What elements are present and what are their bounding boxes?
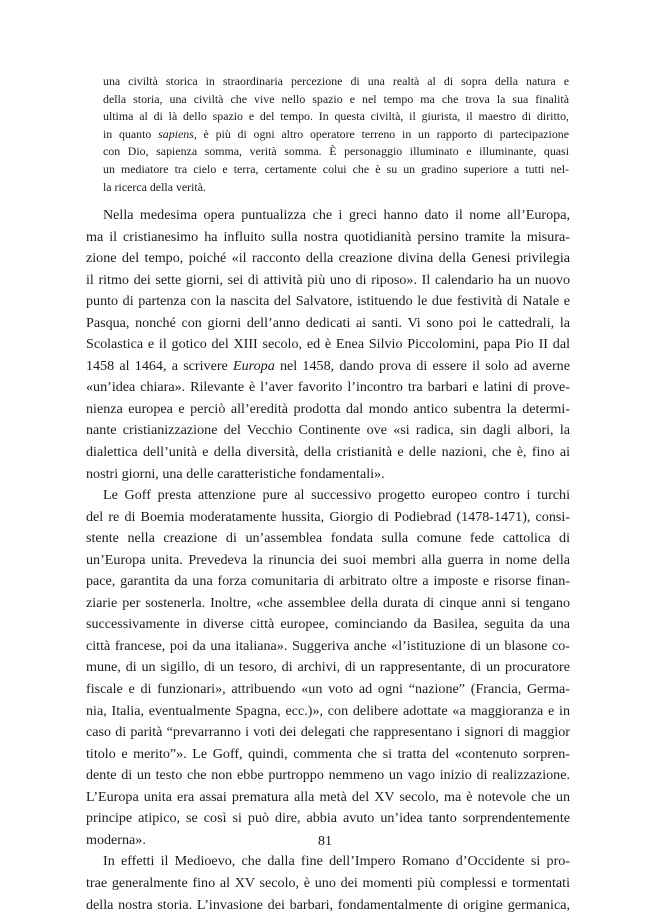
paragraph-first-line: In effetti il Medioevo, che dalla fine dell’Impero Romano d’Occidente si pro- [103, 853, 570, 870]
block-quote [103, 73, 569, 196]
body-text [86, 205, 570, 916]
text-line: dialettica dell’unità e della diversità, della cristianità e delle nazioni, che è, fino ai [86, 444, 570, 461]
text-line: L’Europa unita era assai prematura alla metà del XV secolo, ma è notevole che un [86, 788, 570, 805]
text-line: «un’idea chiara». Rilevante è l’aver favorito l’incontro tra barbari e latini di prove- [86, 379, 570, 396]
text-line: zione del tempo, poiché «il racconto della creazione divina della Genesi privilegia [86, 250, 570, 267]
text-line: titolo e merito”». Le Goff, quindi, commenta che si tratta del «contenuto sorpren- [86, 745, 570, 762]
text-line: stente nella creazione di un’assemblea fondata sulla comune fede cattolica di [86, 530, 570, 547]
text-line: del re di Boemia moderatamente hussita, Giorgio di Podiebrad (1478-1471), consi- [86, 508, 570, 525]
text-line: il ritmo dei sette giorni, sei di attività più uno di riposo». Il calendario ha un nuovo [86, 271, 570, 288]
text-line: Pasqua, nonché con giorni dell’anno dedicati ai santi. Vi sono poi le cattedrali, la [86, 314, 570, 331]
paragraph-first-line: Le Goff presta attenzione pure al successivo progetto europeo contro i turchi [103, 487, 570, 504]
quote-line: con Dio, sapienza somma, verità somma. È personaggio illuminato e illuminante, quasi [103, 144, 569, 159]
text-line: ma il cristianesimo ha influito sulla nostra quotidianità persino tramite la misura- [86, 228, 570, 245]
text-line: caso di parità “prevarranno i voti dei delegati che rappresentano i signori di maggior [86, 724, 570, 741]
quote-line-with-italic: in quanto sapiens, è più di ogni altro operatore terreno in un rapporto di partecipazione [103, 126, 570, 141]
text-line: nante cristianizzazione del Vecchio Continente ove «si radica, sin dagli albori, la [86, 422, 570, 439]
paragraph-last-line: nostri giorni, una delle caratteristiche fondamentali». [86, 465, 385, 482]
italic-term: Europa [233, 357, 275, 374]
text-line: dente di un testo che non ebbe purtroppo nemmeno un vago inizio di realizzazione. [86, 767, 570, 784]
paragraph-last-line: moderna». [86, 831, 146, 848]
text-line: città francese, poi da una italiana». Suggeriva anche «l’istituzione di un blasone co- [86, 637, 570, 654]
text-line-with-italic: 1458 al 1464, a scrivere Europa nel 1458, dando prova di essere il solo ad averne [86, 357, 570, 374]
text-line: un’Europa unita. Prevedeva la rinuncia dei suoi membri alla guerra in nome della [86, 551, 570, 568]
text-line: mune, di un sigillo, di un tesoro, di archivi, di un rappresentante, di un procuratore [86, 659, 570, 676]
text-line: ziarie per sostenerla. Inoltre, «che assemblee della durata di cinque anni si tengano [86, 594, 570, 611]
text-line: successivamente in diverse città europee, cominciando da Basilea, seguita da una [86, 616, 570, 633]
text-line: della nostra storia. L’invasione dei barbari, fondamentalmente di origine germanica, [86, 896, 570, 913]
text-line: nia, Italia, eventualmente Spagna, ecc.)», con delibere adottate «a maggioranza e in [86, 702, 570, 719]
quote-line: ultima al di là dello spazio e del tempo. In questa civiltà, il giurista, il maestro di diritto, [103, 109, 569, 124]
quote-line: la ricerca della verità. [103, 179, 206, 194]
text-line: principe atipico, se così si può dire, abbia avuto un’idea tanto sorprendentemente [86, 810, 570, 827]
paragraph-first-line: Nella medesima opera puntualizza che i greci hanno dato il nome all’Europa, [103, 207, 570, 223]
text-line: nienza europea e perciò all’eredità prodotta dal mondo antico subentra la determi- [86, 400, 570, 417]
quote-line: un mediatore tra cielo e terra, certamente colui che è su un gradino superiore a tutti nel- [103, 161, 569, 176]
quote-line: della storia, una civiltà che vive nello spazio e nel tempo ma che trova la sua finalità [103, 91, 569, 106]
text-line: trae generalmente fino al XV secolo, è uno dei momenti più complessi e tormentati [86, 874, 570, 891]
text-line: fiscale e di funzionari», attribuendo «un voto ad ogni “nazione” (Francia, Germa- [86, 681, 570, 698]
page-number: 81 [318, 834, 332, 849]
italic-term: sapiens [158, 126, 194, 141]
text-line: Scolastica e il gotico del XIII secolo, ed è Enea Silvio Piccolomini, papa Pio II dal [86, 336, 570, 353]
text-line: pace, garantita da una forza comunitaria di arbitrato oltre a imposte e risorse finan- [86, 573, 570, 590]
text-line: punto di partenza con la nascita del Salvatore, istituendo le due festività di Natale e [86, 293, 570, 310]
quote-line: una civiltà storica in straordinaria percezione di una realtà al di sopra della natura e [103, 74, 569, 88]
